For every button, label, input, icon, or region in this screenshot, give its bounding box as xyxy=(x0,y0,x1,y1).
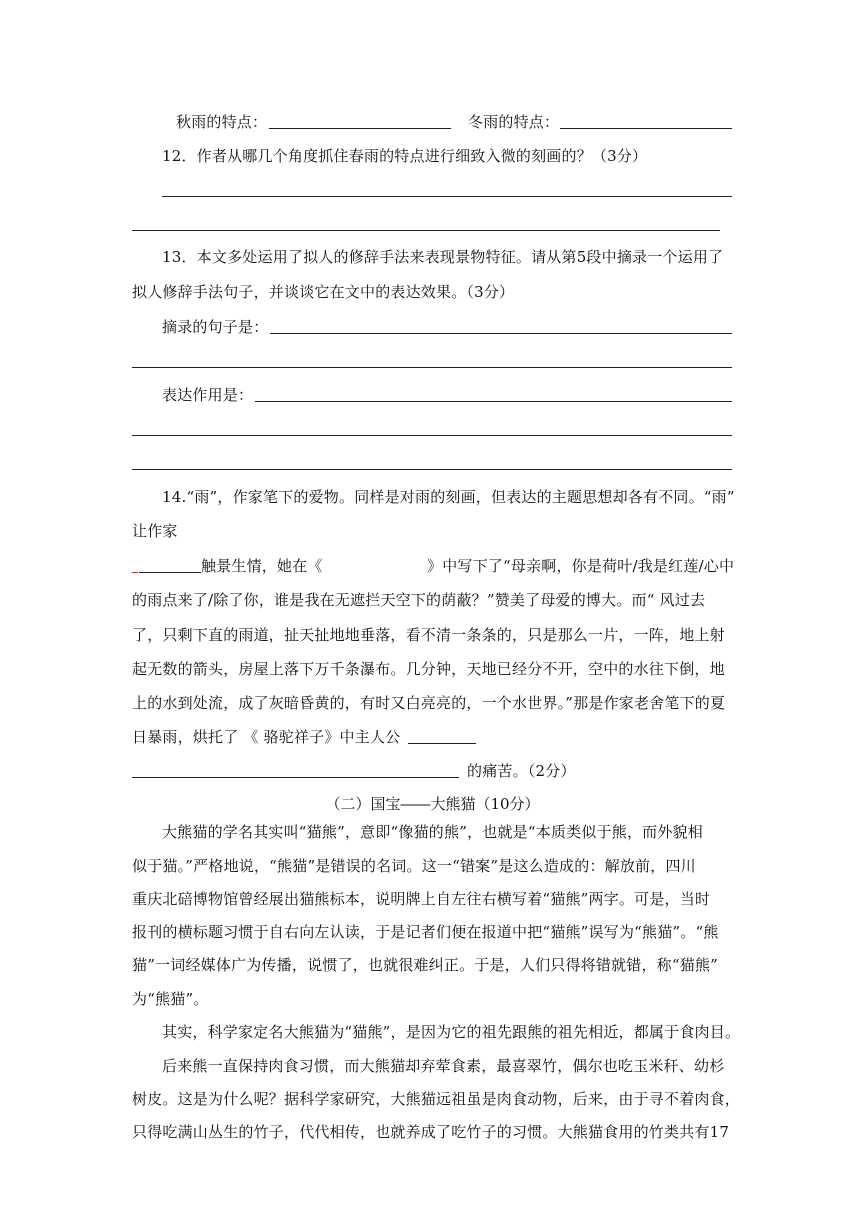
effect-answer-line[interactable] xyxy=(255,401,732,402)
autumn-answer-line[interactable] xyxy=(269,128,451,129)
q12-answer-line-2[interactable] xyxy=(132,230,720,231)
paragraph-3-line-1: 后来熊一直保持肉食习惯，而大熊猫却弃荤食素，最喜翠竹，偶尔也吃玉米秆、幼杉 xyxy=(162,1057,725,1075)
paragraph-2: 其实，科学家定名大熊猫为“猫熊”，是因为它的祖先跟熊的祖先相近，都属于食肉目。 xyxy=(162,1023,741,1041)
excerpt-answer-line-2[interactable] xyxy=(132,367,732,368)
question-14-line-5: 了，只剩下直的雨道，扯天扯地地垂落，看不清一条条的，只是那么一片，一阵，地上射 xyxy=(132,626,725,644)
paragraph-1-line-3: 重庆北碚博物馆曾经展出猫熊标本，说明牌上自左往右横写着“猫熊”两字。可是，当时 xyxy=(132,890,711,908)
paragraph-1-line-1: 大熊猫的学名其实叫“猫熊”，意即“像猫的熊”，也就是“本质类似于熊，而外貌相 xyxy=(162,823,703,841)
excerpt-answer-line[interactable] xyxy=(270,333,732,334)
q12-answer-line-1[interactable] xyxy=(162,196,732,197)
red-mark xyxy=(132,572,138,573)
question-14-line-1: 14.“雨”，作家笔下的爱物。同样是对雨的刻画，但表达的主题思想却各有不同。“雨” xyxy=(162,488,735,506)
paragraph-1-line-5: 猫”一词经媒体广为传播，说惯了，也就很难纠正。于是，人们只得将错就错，称“猫熊” xyxy=(132,956,719,974)
question-14-line-3a: 触景生情，她在《 xyxy=(201,557,323,575)
winter-label: 冬雨的特点： xyxy=(468,113,560,131)
paragraph-3-line-3: 只得吃满山丛生的竹子，代代相传，也就养成了吃竹子的习惯。大熊猫食用的竹类共有17 xyxy=(132,1123,730,1141)
question-14-line-8: 日暴雨，烘托了 《 骆驼祥子》中主人公 xyxy=(132,728,401,746)
question-13-line-1: 13．本文多处运用了拟人的修辞手法来表现景物特征。请从第5段中摘录一个运用了 xyxy=(162,248,724,266)
protagonist-blank[interactable] xyxy=(408,743,476,744)
paragraph-1-line-6: 为“熊猫”。 xyxy=(132,990,209,1008)
winter-answer-line[interactable] xyxy=(560,128,732,129)
paragraph-3-line-2: 树皮。这是为什么呢？据科学家研究，大熊猫远祖虽是肉食动物，后来，由于寻不着肉食， xyxy=(132,1090,741,1108)
effect-answer-line-3[interactable] xyxy=(132,469,732,470)
question-14-line-3b: 》中写下了“母亲啊，你是荷叶/我是红莲/心中 xyxy=(427,557,735,575)
autumn-label: 秋雨的特点： xyxy=(176,113,268,131)
paragraph-1-line-4: 报刊的横标题习惯于自右向左认读，于是记者们便在报道中把“猫熊”误写为“熊猫”。“熊 xyxy=(132,923,719,941)
writer-name-blank[interactable] xyxy=(139,572,201,573)
question-14-line-6: 起无数的箭头，房屋上落下万千条瀑布。几分钟，天地已经分不开，空中的水往下倒，地 xyxy=(132,660,725,678)
effect-label: 表达作用是： xyxy=(162,386,254,404)
question-14-line-9: 的痛苦。（2分） xyxy=(467,762,576,780)
question-14-line-4: 的雨点来了/除了你，谁是我在无遮拦天空下的荫蔽？”赞美了母爱的博大。而“ 风过去 xyxy=(132,591,706,609)
question-14-line-7: 上的水到处流，成了灰暗昏黄的，有时又白亮亮的，一个水世界。”那是作家老舍笔下的夏 xyxy=(132,694,726,712)
question-12: 12．作者从哪几个角度抓住春雨的特点进行细致入微的刻画的？（3分） xyxy=(162,147,648,165)
section-2-title: （二）国宝――大熊猫（10分） xyxy=(325,795,540,813)
effect-answer-line-2[interactable] xyxy=(132,435,732,436)
excerpt-label: 摘录的句子是： xyxy=(162,318,269,336)
paragraph-1-line-2: 似于猫。”严格地说，“熊猫”是错误的名词。这一“错案”是这么造成的：解放前，四川 xyxy=(132,857,696,875)
question-14-line-2: 让作家 xyxy=(132,522,178,540)
suffering-blank[interactable] xyxy=(132,777,459,778)
question-13-line-2: 拟人修辞手法句子，并谈谈它在文中的表达效果。（3分） xyxy=(132,283,515,301)
